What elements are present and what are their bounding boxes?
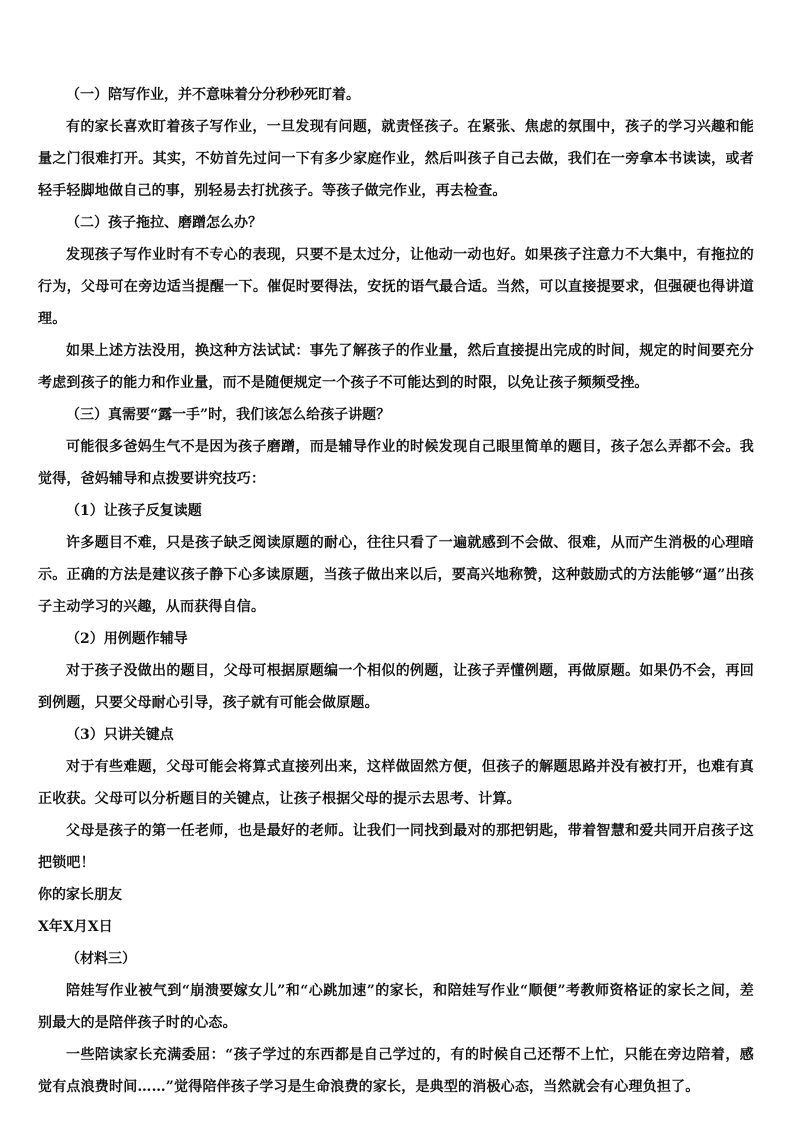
tip-heading-1: （1）让孩子反复读题: [66, 503, 202, 519]
tip-heading-2: （2）用例题作辅导: [66, 631, 188, 647]
signature: 你的家长朋友: [38, 887, 122, 903]
date: X年X月X日: [38, 919, 113, 935]
section-heading-1: （一）陪写作业，并不意味着分分秒秒死盯着。: [66, 87, 360, 103]
paragraph-5: 许多题目不难，只是孩子缺乏阅读原题的耐心，往往只看了一遍就感到不会做、很难，从而产生消极的心理暗示。正确的方法是建议孩子静下心多读原题，当孩子做出来以后，要高兴地称赞，这种鼓励式的方法能够“逼”出孩子主动学习的兴趣，从而获得自信。: [38, 535, 754, 615]
paragraph-1: 有的家长喜欢盯着孩子写作业，一旦发现有问题，就责怪孩子。在紧张、焦虑的氛围中，孩子的学习兴趣和能量之门很难打开。其实，不妨首先过问一下有多少家庭作业，然后叫孩子自己去做，我们在一旁拿本书读读，或者轻手轻脚地做自己的事，别轻易去打扰孩子。等孩子做完作业，再去检查。: [38, 119, 754, 199]
paragraph-9: 一些陪读家长充满委屈：“孩子学过的东西都是自己学过的，有的时候自己还帮不上忙，只能在旁边陪着，感觉有点浪费时间……”觉得陪伴孩子学习是生命浪费的家长，是典型的消极心态，当然就会有心理负担了。: [38, 1047, 754, 1095]
section-heading-3: （三）真需要“露一手”时，我们该怎么给孩子讲题？: [66, 407, 391, 423]
paragraph-4: 可能很多爸妈生气不是因为孩子磨蹭，而是辅导作业的时候发现自己眼里简单的题目，孩子怎么弄都不会。我觉得，爸妈辅导和点拨要讲究技巧：: [38, 439, 754, 487]
paragraph-8: 陪娃写作业被气到“崩溃要嫁女儿”和“心跳加速”的家长，和陪娃写作业“顺便”考教师资格证的家长之间，差别最大的是陪伴孩子时的心态。: [38, 983, 754, 1031]
closing-paragraph: 父母是孩子的第一任老师，也是最好的老师。让我们一同找到最对的那把钥匙，带着智慧和爱共同开启孩子这把锁吧！: [38, 823, 754, 871]
paragraph-3: 如果上述方法没用，换这种方法试试：事先了解孩子的作业量，然后直接提出完成的时间，规定的时间要充分考虑到孩子的能力和作业量，而不是随便规定一个孩子不可能达到的时限，以免让孩子频频受挫。: [38, 343, 754, 391]
paragraph-6: 对于孩子没做出的题目，父母可根据原题编一个相似的例题，让孩子弄懂例题，再做原题。如果仍不会，再回到例题，只要父母耐心引导，孩子就有可能会做原题。: [38, 663, 754, 711]
paragraph-2: 发现孩子写作业时有不专心的表现，只要不是太过分，让他动一动也好。如果孩子注意力不大集中，有拖拉的行为，父母可在旁边适当提醒一下。催促时要得法，安抚的语气最合适。当然，可以直接提要求，但强硬也得讲道理。: [38, 247, 754, 327]
section-heading-2: （二）孩子拖拉、磨蹭怎么办？: [66, 215, 262, 231]
tip-heading-3: （3）只讲关键点: [66, 727, 174, 743]
paragraph-7: 对于有些难题，父母可能会将算式直接列出来，这样做固然方便，但孩子的解题思路并没有被打开，也难有真正收获。父母可以分析题目的关键点，让孩子根据父母的提示去思考、计算。: [38, 759, 754, 807]
material-label: （材料三）: [66, 951, 136, 967]
